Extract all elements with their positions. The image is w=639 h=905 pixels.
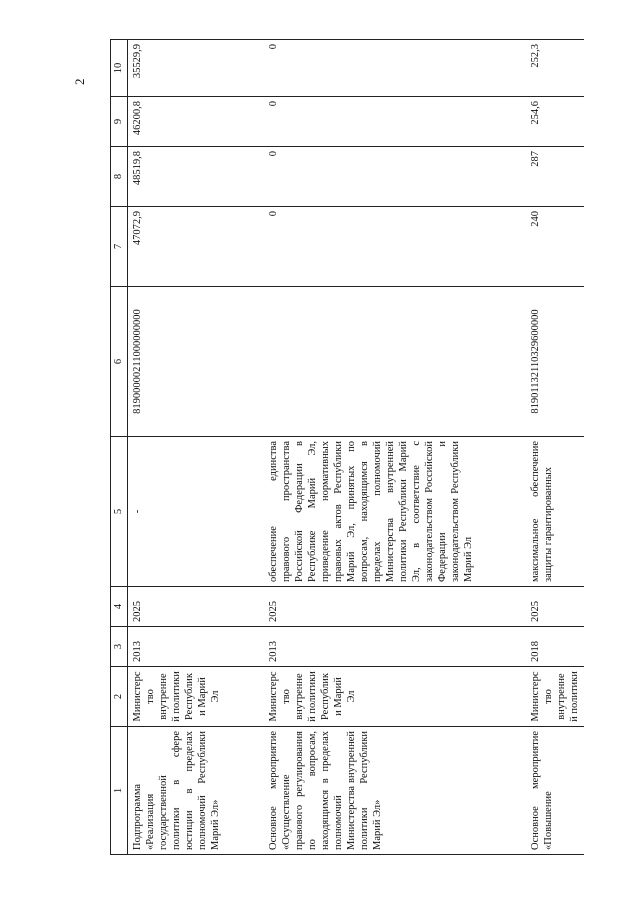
row-name: Основное мероприятие «Повышение [526, 727, 584, 855]
header-col-6: 6 [111, 287, 128, 437]
table-row [128, 40, 264, 855]
header-col-5: 5 [111, 437, 128, 587]
row-executor: Министерство внутренней политики [526, 667, 584, 727]
row-value-10: 35529,9 [128, 40, 264, 97]
row-value-7: 0 [264, 207, 526, 287]
row-result: максимальное обеспечение защиты гарантированных [526, 437, 584, 587]
header-col-7: 7 [111, 207, 128, 287]
row-value-9: 46200,8 [128, 97, 264, 147]
header-row [111, 40, 128, 855]
row-value-7: 47072,9 [128, 207, 264, 287]
row-value-8: 48519,8 [128, 147, 264, 207]
row-end-year: 2025 [526, 587, 584, 627]
row-value-10: 252,3 [526, 40, 584, 97]
row-name: Подпрограмма «Реализация государственной политики в сфере юстиции в пределах полномочий Республики Марий Эл» [128, 727, 264, 855]
row-value-10: 0 [264, 40, 526, 97]
row-value-7: 240 [526, 207, 584, 287]
row-code [264, 287, 526, 437]
header-col-1: 1 [111, 727, 128, 855]
header-col-8: 8 [111, 147, 128, 207]
row-start-year: 2018 [526, 627, 584, 667]
page-number: 2 [72, 78, 87, 85]
row-result: обеспечение единства правового пространства Российской Федерации в Республике Марий Эл, приведение нормативных правовых актов Республики Марий Эл, принятых по вопросам, находящимся в пределах полномочий Министерства внутренней политики Республики Марий Эл, в соответствие с законодательством Российской Федерации и законодательством Республики Марий Эл [264, 437, 526, 587]
header-col-10: 10 [111, 40, 128, 97]
header-col-3: 3 [111, 627, 128, 667]
row-executor: Министерство внутренней политики Республики Марий Эл [264, 667, 526, 727]
row-value-9: 254,6 [526, 97, 584, 147]
row-result: - [128, 437, 264, 587]
row-end-year: 2025 [264, 587, 526, 627]
row-value-9: 0 [264, 97, 526, 147]
row-end-year: 2025 [128, 587, 264, 627]
header-col-9: 9 [111, 97, 128, 147]
row-name: Основное мероприятие «Осуществление правового регулирования по вопросам, находящимся в пределах полномочий Министерства внутренней политики Республики Марий Эл» [264, 727, 526, 855]
table-row [526, 40, 584, 855]
header-col-4: 4 [111, 587, 128, 627]
header-col-2: 2 [111, 667, 128, 727]
row-executor: Министерство внутренней политики Республики Марий Эл [128, 667, 264, 727]
row-code: 81901132110329600000 [526, 287, 584, 437]
row-code: 81900000211000000000 [128, 287, 264, 437]
row-start-year: 2013 [264, 627, 526, 667]
table-row [264, 40, 526, 855]
program-table [110, 39, 584, 855]
row-value-8: 287 [526, 147, 584, 207]
row-start-year: 2013 [128, 627, 264, 667]
row-value-8: 0 [264, 147, 526, 207]
